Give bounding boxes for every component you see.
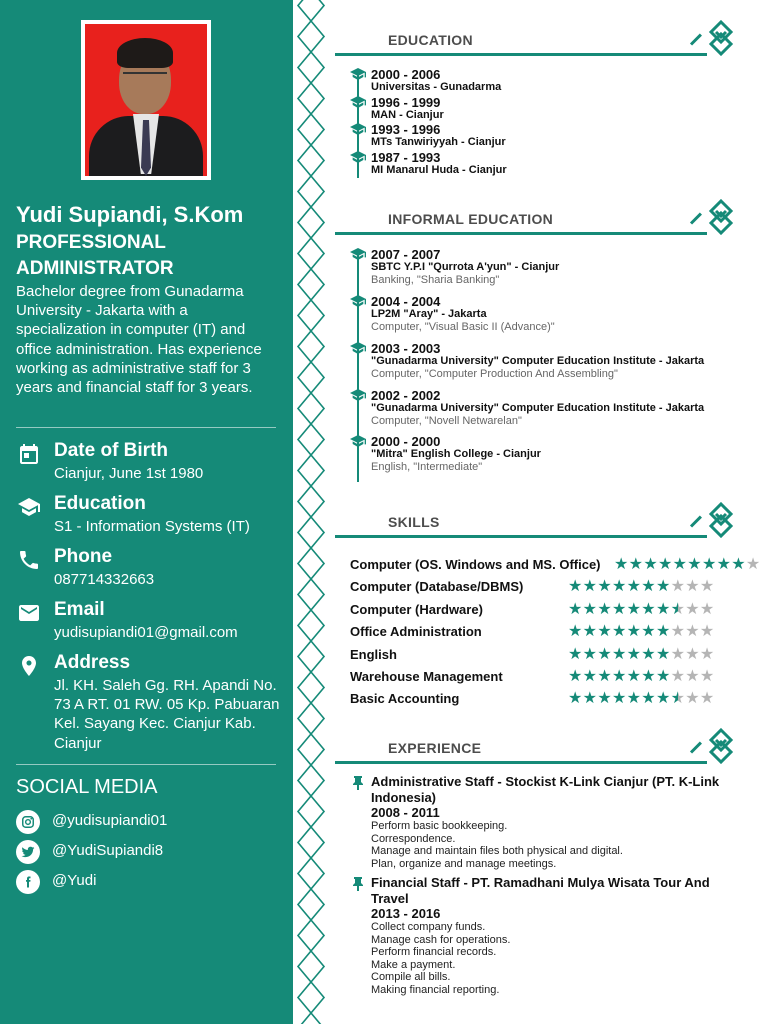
task-item: Perform financial records. xyxy=(371,946,497,959)
date-of-birth: Date of Birth Cianjur, June 1st 1980 xyxy=(16,440,278,484)
informal-education-heading: INFORMAL EDUCATION xyxy=(335,199,735,239)
entry-school: LP2M "Aray" - Jakarta xyxy=(371,308,487,320)
entry-years: 1996 - 1999 xyxy=(371,95,441,110)
twitter-icon xyxy=(16,840,40,864)
skill-row xyxy=(350,578,768,596)
envelope-icon xyxy=(16,601,42,625)
star-icon: ★ xyxy=(655,668,671,685)
star-icon: ★ xyxy=(699,600,715,618)
informal-entry xyxy=(350,341,750,383)
entry-detail: English, "Intermediate" xyxy=(371,461,483,473)
star-icon: ★ xyxy=(716,556,732,573)
star-icon: ★ xyxy=(685,690,700,708)
task-item: Making financial reporting. xyxy=(371,983,500,996)
star-icon: ★ xyxy=(611,690,627,708)
graduation-cap-icon xyxy=(350,96,366,108)
star-icon: ★ xyxy=(731,556,746,573)
pin-icon xyxy=(352,877,364,891)
entry-years: 1993 - 1996 xyxy=(371,122,441,137)
education-entry xyxy=(350,95,750,123)
entry-detail: Computer, "Visual Basic II (Advance)" xyxy=(371,321,555,333)
skill-rating xyxy=(614,556,761,574)
entry-years: 2002 - 2002 xyxy=(371,388,441,403)
entry-detail: Computer, "Computer Production And Assembling" xyxy=(371,368,618,380)
entry-years: 2004 - 2004 xyxy=(371,294,441,309)
star-icon: ★ xyxy=(626,578,642,596)
star-icon: ★ xyxy=(687,556,702,573)
task-item: Manage cash for operations. xyxy=(371,933,511,946)
graduation-cap-icon xyxy=(350,295,366,307)
star-icon: ★ xyxy=(643,556,658,573)
informal-entry xyxy=(350,294,750,336)
star-icon: ★ xyxy=(685,600,700,618)
entry-years: 2003 - 2003 xyxy=(371,341,441,356)
skill-row xyxy=(350,601,768,619)
star-icon: ★ xyxy=(685,645,700,663)
star-icon: ★ xyxy=(641,668,656,685)
experience-entry xyxy=(350,774,750,886)
graduation-cap-icon xyxy=(350,68,366,80)
skill-row xyxy=(350,668,768,686)
education-entry xyxy=(350,150,750,178)
experience-entry xyxy=(350,875,750,1013)
education-summary: Education S1 - Information Systems (IT) xyxy=(16,493,278,537)
star-icon: ★ xyxy=(701,556,717,573)
graduation-cap-icon xyxy=(16,495,42,519)
star-icon: ★ xyxy=(655,600,671,618)
experience-title: Financial Staff - PT. Ramadhani Mulya Wisata Tour And Travel xyxy=(371,875,710,906)
star-icon: ★ xyxy=(655,578,671,596)
address: Address Jl. KH. Saleh Gg. RH. Apandi No. 73 A RT. 01 RW. 05 Kp. Pabuaran Kel. Sayang Kec. Cianjur Kab. Cianjur xyxy=(16,652,278,752)
star-icon: ★ xyxy=(626,623,642,641)
star-icon: ★ xyxy=(655,645,671,663)
star-icon: ★ xyxy=(568,600,583,618)
entry-school: "Mitra" English College - Cianjur xyxy=(371,448,541,460)
star-icon: ★ xyxy=(614,556,629,573)
skill-rating xyxy=(568,668,715,686)
skill-row xyxy=(350,690,768,708)
star-icon: ★ xyxy=(670,645,686,663)
star-icon: ★ xyxy=(670,623,686,641)
star-icon: ★ xyxy=(670,578,686,596)
star-icon: ★ xyxy=(568,690,583,708)
star-icon: ★ xyxy=(685,623,700,641)
skill-row xyxy=(350,623,768,641)
divider xyxy=(16,427,276,428)
experience-tasks xyxy=(371,820,623,870)
entry-years: 2007 - 2007 xyxy=(371,247,441,262)
graduation-cap-icon xyxy=(350,151,366,163)
skill-rating xyxy=(568,690,715,708)
skill-rating xyxy=(568,578,715,596)
star-icon: ★ xyxy=(568,645,583,663)
skill-row xyxy=(350,646,768,664)
graduation-cap-icon xyxy=(350,389,366,401)
experience-years: 2013 - 2016 xyxy=(371,906,441,921)
star-icon: ★ xyxy=(626,600,642,618)
divider xyxy=(16,764,276,765)
skill-name: Computer (Database/DBMS) xyxy=(350,579,524,595)
star-icon: ★ xyxy=(597,668,612,685)
star-icon: ★ xyxy=(582,645,598,663)
skill-name: Basic Accounting xyxy=(350,691,460,707)
ornament-icon xyxy=(707,502,735,538)
entry-detail: Banking, "Sharia Banking" xyxy=(371,274,500,286)
star-icon: ★ xyxy=(611,623,627,641)
star-icon: ★ xyxy=(582,600,598,618)
star-icon: ★ xyxy=(641,623,656,641)
star-icon: ★ xyxy=(582,690,598,708)
star-icon: ★ xyxy=(670,690,686,708)
task-item: Plan, organize and manage meetings. xyxy=(371,857,557,870)
entry-school: MI Manarul Huda - Cianjur xyxy=(371,164,507,176)
informal-entry xyxy=(350,434,750,476)
star-icon: ★ xyxy=(611,600,627,618)
instagram-icon xyxy=(16,810,40,834)
job-title: PROFESSIONAL ADMINISTRATOR xyxy=(16,232,174,279)
star-icon: ★ xyxy=(568,668,583,685)
star-icon: ★ xyxy=(611,645,627,663)
education-heading: EDUCATION xyxy=(335,20,735,60)
star-icon: ★ xyxy=(626,668,642,685)
star-icon: ★ xyxy=(628,556,644,573)
facebook-icon xyxy=(16,870,40,894)
star-icon: ★ xyxy=(672,556,688,573)
profile-photo xyxy=(81,20,211,180)
skills-heading: SKILLS xyxy=(335,502,735,542)
star-icon: ★ xyxy=(641,645,656,663)
entry-years: 2000 - 2000 xyxy=(371,434,441,449)
entry-years: 2000 - 2006 xyxy=(371,67,441,82)
entry-detail: Computer, "Novell Netwarelan" xyxy=(371,415,522,427)
star-icon: ★ xyxy=(597,645,612,663)
star-icon: ★ xyxy=(670,600,686,618)
star-icon: ★ xyxy=(582,668,598,685)
graduation-cap-icon xyxy=(350,248,366,260)
person-name: Yudi Supiandi, S.Kom xyxy=(16,202,244,227)
star-icon: ★ xyxy=(626,645,642,663)
star-icon: ★ xyxy=(685,668,700,685)
star-icon: ★ xyxy=(699,690,715,708)
ornament-icon xyxy=(707,199,735,235)
star-icon: ★ xyxy=(699,668,715,685)
star-icon: ★ xyxy=(641,600,656,618)
entry-school: "Gunadarma University" Computer Education Institute - Jakarta xyxy=(371,355,705,367)
star-icon: ★ xyxy=(582,578,598,596)
star-icon: ★ xyxy=(611,668,627,685)
entry-years: 1987 - 1993 xyxy=(371,150,441,165)
star-icon: ★ xyxy=(626,690,642,708)
graduation-cap-icon xyxy=(350,435,366,447)
task-item: Make a payment. xyxy=(371,958,456,971)
experience-heading: EXPERIENCE xyxy=(335,728,735,768)
star-icon: ★ xyxy=(699,645,715,663)
star-icon: ★ xyxy=(641,578,656,596)
email: Email yudisupiandi01@gmail.com xyxy=(16,599,278,643)
star-icon: ★ xyxy=(568,623,583,641)
task-item: Perform basic bookkeeping. xyxy=(371,820,508,832)
star-icon: ★ xyxy=(597,690,612,708)
experience-tasks xyxy=(371,921,510,997)
task-item: Manage and maintain files both physical and digital. xyxy=(371,845,623,858)
star-icon: ★ xyxy=(699,578,715,596)
location-pin-icon xyxy=(16,654,42,678)
social-media-title: SOCIAL MEDIA xyxy=(16,776,158,798)
pin-icon xyxy=(352,776,364,790)
ornament-icon xyxy=(707,728,735,764)
star-icon: ★ xyxy=(699,623,715,641)
skill-name: Computer (Hardware) xyxy=(350,601,483,617)
sidebar: Yudi Supiandi, S.Kom PROFESSIONAL ADMINISTRATOR Bachelor degree from Gunadarma University - Jakarta with a specialization in computer (IT) and office administration. Has experience working as administrative staff for 3 years and financial staff for 3 years. Date of Birth Cianjur, June 1st 1980 Education S1 - Information Systems (IT) Phone 087714332663 Email yudisupiandi01@gmail.com Address Jl. KH. Saleh Gg. RH. Apandi No. 73 A RT. 01 RW. 05 Kp. Pabuaran Kel. Sayang Kec. Cianjur Kab. Cianjur SOCIAL MEDIA @yudisupiandi01 @YudiSupiandi8 @Yudi xyxy=(0,0,293,1024)
informal-entry xyxy=(350,388,750,430)
entry-school: Universitas - Gunadarma xyxy=(371,81,502,93)
skill-name: Office Administration xyxy=(350,624,482,640)
experience-years: 2008 - 2011 xyxy=(371,805,440,820)
task-item: Correspondence. xyxy=(371,832,456,845)
graduation-cap-icon xyxy=(350,123,366,135)
star-icon: ★ xyxy=(597,578,612,596)
task-item: Collect company funds. xyxy=(371,921,486,933)
phone: Phone 087714332663 xyxy=(16,546,278,590)
informal-entry xyxy=(350,247,750,289)
star-icon: ★ xyxy=(597,600,612,618)
profile-summary: Bachelor degree from Gunadarma University - Jakarta with a specialization in computer (IT) and office administration. Has experience working as administrative staff for 3 years and financial staff for 3 years. xyxy=(16,283,262,397)
skill-name: Computer (OS. Windows and MS. Office) xyxy=(350,557,601,572)
education-entry xyxy=(350,122,750,150)
entry-school: "Gunadarma University" Computer Education Institute - Jakarta xyxy=(371,402,705,414)
star-icon: ★ xyxy=(655,623,671,641)
star-icon: ★ xyxy=(611,578,627,596)
diamond-border xyxy=(293,0,329,1024)
star-icon: ★ xyxy=(582,623,598,641)
skill-rating xyxy=(568,646,715,664)
star-icon: ★ xyxy=(641,690,656,708)
skill-name: English xyxy=(350,646,397,662)
task-item: Compile all bills. xyxy=(371,971,451,984)
graduation-cap-icon xyxy=(350,342,366,354)
education-entry xyxy=(350,67,750,95)
skill-name: Warehouse Management xyxy=(350,669,503,684)
ornament-icon xyxy=(707,20,735,56)
star-icon: ★ xyxy=(597,623,612,641)
star-icon: ★ xyxy=(685,578,700,596)
star-icon: ★ xyxy=(657,556,673,573)
phone-icon xyxy=(16,548,42,572)
skill-row xyxy=(350,556,768,574)
star-icon: ★ xyxy=(568,578,583,596)
skill-rating xyxy=(568,601,715,619)
star-icon: ★ xyxy=(670,668,686,685)
calendar-icon xyxy=(16,442,42,466)
skill-rating xyxy=(568,623,715,641)
entry-school: SBTC Y.P.I "Qurrota A'yun" - Cianjur xyxy=(371,261,560,273)
star-icon: ★ xyxy=(655,690,671,708)
entry-school: MTs Tanwiriyyah - Cianjur xyxy=(371,136,506,148)
entry-school: MAN - Cianjur xyxy=(371,109,444,121)
star-icon: ★ xyxy=(745,556,761,573)
experience-title: Administrative Staff - Stockist K-Link Cianjur (PT. K-Link Indonesia) xyxy=(371,774,720,805)
